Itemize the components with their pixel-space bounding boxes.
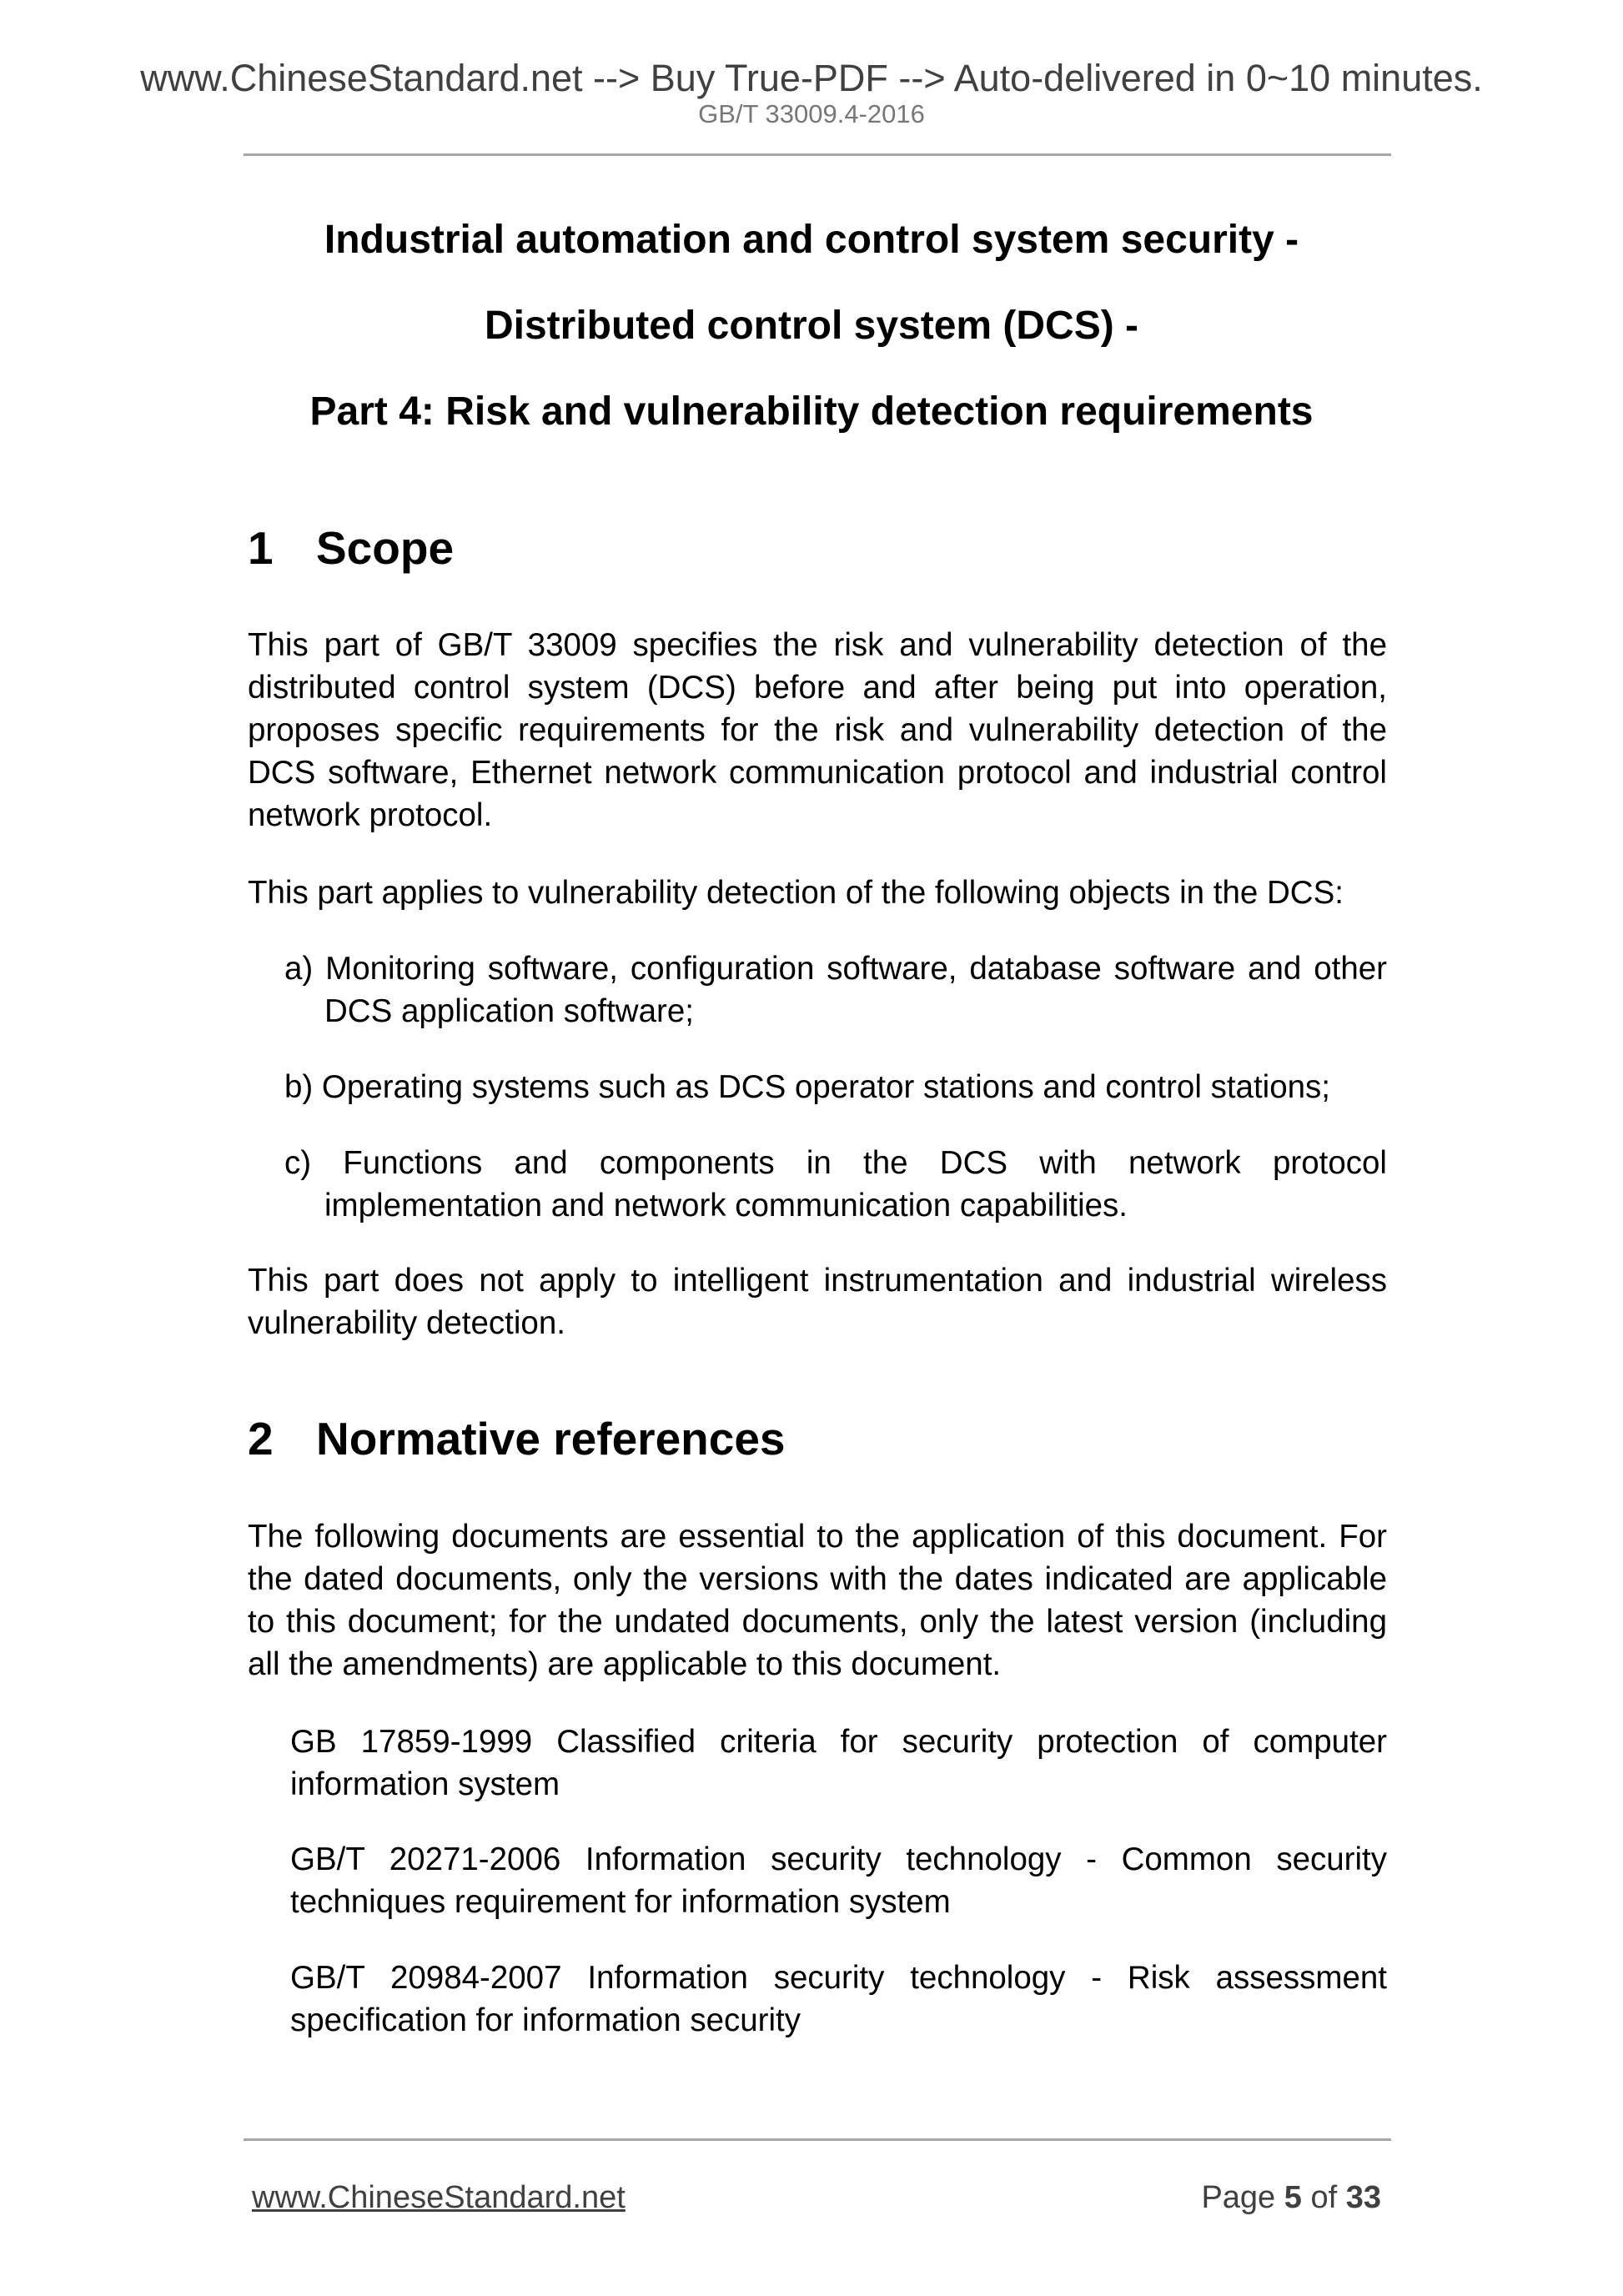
reference-item: GB/T 20984-2007 Information security technology - Risk assessment specification for information security — [290, 1960, 1387, 2038]
reference-item: GB/T 20271-2006 Information security technology - Common security techniques requirement for information system — [290, 1841, 1387, 1920]
paragraph: This part applies to vulnerability detection of the following objects in the DCS: — [248, 875, 1344, 911]
header-divider — [244, 153, 1391, 156]
list-item: a) Monitoring software, configuration software, database software and other DCS application software; — [284, 951, 1387, 1029]
title-line-3: Part 4: Risk and vulnerability detection requirements — [309, 389, 1314, 434]
reference-item: GB 17859-1999 Classified criteria for security protection of computer information system — [290, 1724, 1387, 1802]
footer-website-link[interactable]: www.ChineseStandard.net — [252, 2180, 626, 2215]
section-1-heading — [248, 520, 454, 575]
page-current: 5 — [1284, 2180, 1302, 2215]
section-number: 1 — [248, 522, 274, 574]
footer-divider — [244, 2138, 1391, 2141]
section-title: Scope — [316, 522, 455, 574]
title-line-2: Distributed control system (DCS) - — [484, 304, 1139, 348]
list-item: c) Functions and components in the DCS with network protocol implementation and network communication capabilities. — [284, 1145, 1387, 1223]
title-line-1: Industrial automation and control system security - — [324, 218, 1299, 262]
page-number — [1201, 2178, 1381, 2217]
section-title: Normative references — [316, 1413, 786, 1465]
paragraph: This part does not apply to intelligent instrumentation and industrial wireless vulnerability detection. — [248, 1263, 1387, 1341]
page-prefix: Page — [1201, 2180, 1276, 2215]
section-number: 2 — [248, 1413, 274, 1465]
page-total: 33 — [1345, 2180, 1381, 2215]
paragraph: This part of GB/T 33009 specifies the risk and vulnerability detection of the distributed control system (DCS) before and after being put into operation, proposes specific requirements for the risk and vulnerability detection of the DCS software, Ethernet network communication protocol and industrial control network protocol. — [248, 627, 1387, 833]
paragraph: The following documents are essential to the application of this document. For the dated documents, only the versions with the dates indicated are applicable to this document; for the undated documents, only the latest version (including all the amendments) are applicable to this document. — [248, 1519, 1387, 1682]
page-of: of — [1310, 2180, 1338, 2215]
document-id: GB/T 33009.4-2016 — [698, 99, 925, 128]
list-item: b) Operating systems such as DCS operator stations and control stations; — [284, 1069, 1330, 1105]
section-2-heading — [248, 1411, 786, 1466]
header-banner: www.ChineseStandard.net --> Buy True-PDF --> Auto-delivered in 0~10 minutes. — [140, 57, 1483, 99]
